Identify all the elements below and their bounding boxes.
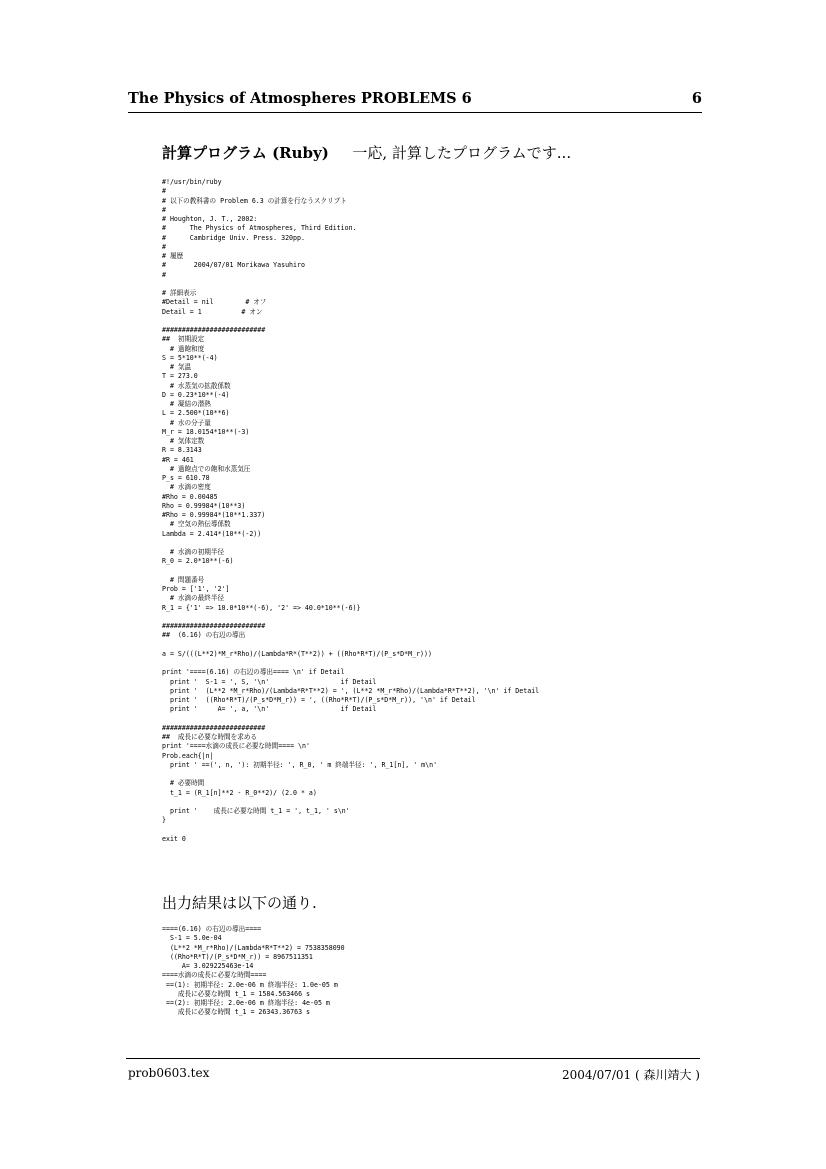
code-line: R = 8.3143 (162, 446, 202, 455)
output-line: (L**2 *M_r*Rho)/(Lambda*R*T**2) = 7538358090 (162, 943, 345, 952)
output-heading-text: 出力結果は以下の通り. (162, 894, 317, 912)
output-line: ====(6.16) の右辺の導出==== (162, 925, 262, 933)
code-line: ########################## (162, 326, 266, 334)
code-line: print '====(6.16) の右辺の導出==== \n' if Detail (162, 668, 345, 677)
code-line: # (162, 187, 166, 196)
code-line: a = S/(((L**2)*M_r*Rho)/(Lambda*R*(T**2)) + ((Rho*R*T)/(P_s*D*M_r))) (162, 649, 432, 658)
code-line (162, 317, 539, 326)
code-line: # 凝結の潜熱 (162, 400, 211, 408)
code-line: # 水蒸気の拡散係数 (162, 381, 231, 390)
code-line (162, 613, 539, 622)
code-line (162, 770, 539, 779)
ruby-code-block (162, 178, 539, 844)
code-line (162, 539, 539, 548)
code-line (162, 567, 539, 576)
code-line: print ' ==(', n, '): 初期半径: ', R_0, ' m 終端半径: ', R_1[n], ' m\n' (162, 760, 438, 769)
code-line: ## (6.16) の右辺の導出 (162, 631, 246, 640)
code-line (162, 715, 539, 724)
code-line: # 問題番号 (162, 575, 205, 584)
code-line: # 過飽点での飽和水蒸気圧 (162, 464, 251, 473)
code-line: ########################## (162, 723, 266, 732)
code-line: S = 5*10**(-4) (162, 353, 218, 362)
footer-date-author: 2004/07/01 ( 森川靖大 ) (562, 1068, 700, 1082)
code-line: # 気体定数 (162, 437, 205, 445)
code-line: Detail = 1 # オン (162, 307, 263, 316)
code-line: # 必要時間 (162, 779, 205, 788)
page-header (128, 90, 702, 113)
code-line: # 水滴の最終半径 (162, 594, 225, 603)
code-line: ## 成長に必要な時間を求める (162, 733, 258, 741)
code-line: # 水滴の密度 (162, 483, 211, 492)
footer-filename: prob0603.tex (128, 1066, 210, 1080)
output-line: ==(1): 初期半径: 2.0e-06 m 終端半径: 1.0e-05 m (162, 980, 338, 989)
code-line: #R = 461 (162, 455, 194, 464)
output-line: S-1 = 5.0e-04 (162, 934, 222, 943)
program-heading-note: 一応, 計算したプログラムです... (352, 144, 572, 162)
code-line (162, 798, 539, 807)
code-line: # 気温 (162, 363, 192, 371)
code-line: Lambda = 2.414*(10**(-2)) (162, 529, 262, 538)
code-line: # Cambridge Univ. Press. 320pp. (162, 233, 305, 242)
code-line: L = 2.500*(10**6) (162, 409, 230, 418)
code-line: # (162, 270, 166, 279)
code-line: ########################## (162, 622, 266, 630)
output-line: ((Rho*R*T)/(P_s*D*M_r)) = 8967511351 (162, 952, 313, 961)
code-line (162, 826, 539, 835)
output-line: ==(2): 初期半径: 2.0e-06 m 終端半径: 4e-05 m (162, 999, 330, 1007)
code-line: #Detail = nil # オフ (162, 298, 267, 307)
code-line: print '====水滴の成長に必要な時間==== \n' (162, 742, 310, 751)
program-section-heading (162, 142, 571, 163)
code-line: print ' A= ', a, '\n' if Detail (162, 705, 377, 714)
output-line: 成長に必要な時間 t_1 = 1584.563466 s (162, 989, 311, 998)
code-line: exit 0 (162, 834, 186, 843)
output-section-heading (162, 892, 317, 913)
code-line: D = 0.23*10**(-4) (162, 390, 230, 399)
code-line: print ' (L**2 *M_r*Rho)/(Lambda*R*T**2) = ', (L**2 *M_r*Rho)/(Lambda*R*T**2), '\n' if Detail (162, 686, 540, 695)
code-line: # Houghton, J. T., 2002: (162, 215, 258, 223)
output-line: A= 3.029225463e-14 (162, 962, 254, 970)
code-line: # 履歴 (162, 252, 184, 260)
code-line (162, 641, 539, 650)
code-line (162, 280, 539, 289)
code-line: print ' ((Rho*R*T)/(P_s*D*M_r)) = ', ((Rho*R*T)/(P_s*D*M_r)), '\n' if Detail (162, 696, 476, 704)
code-line: R_1 = {'1' => 10.0*10**(-6), '2' => 40.0*10**(-6)} (162, 603, 361, 612)
code-line: P_s = 610.78 (162, 474, 210, 482)
code-line (162, 659, 539, 668)
code-line: # The Physics of Atmospheres, Third Edition. (162, 224, 357, 233)
code-line: ## 初期設定 (162, 335, 205, 344)
code-line: # 水の分子量 (162, 418, 211, 427)
header-title: The Physics of Atmospheres PROBLEMS 6 (128, 90, 472, 107)
code-line: t_1 = (R_1[n]**2 - R_0**2)/ (2.0 * a) (162, 788, 317, 797)
code-line: # 以下の教科書の Problem 6.3 の計算を行なうスクリプト (162, 196, 347, 205)
page-number: 6 (691, 90, 702, 107)
code-line: # 水滴の初期半径 (162, 548, 225, 556)
output-line: ====水滴の成長に必要な時間==== (162, 971, 267, 980)
code-line: # 過飽和度 (162, 344, 205, 353)
code-line: } (162, 816, 166, 825)
code-line: print ' 成長に必要な時間 t_1 = ', t_1, ' s\n' (162, 807, 350, 815)
code-line: T = 273.0 (162, 372, 198, 381)
output-block (162, 925, 345, 1018)
code-line: Prob.each{|n| (162, 751, 214, 760)
footer-rule (126, 1058, 700, 1059)
code-line: # (162, 242, 166, 251)
code-line: print ' S-1 = ', S, '\n' if Detail (162, 677, 377, 686)
code-line: Prob = ['1', '2'] (162, 585, 230, 593)
code-line: #Rho = 0.00485 (162, 492, 218, 501)
output-line: 成長に必要な時間 t_1 = 26343.36763 s (162, 1008, 311, 1017)
program-heading-title: 計算プログラム (Ruby) (162, 144, 329, 162)
code-line: #!/usr/bin/ruby (162, 178, 222, 186)
code-line: # 空気の熱伝導係数 (162, 520, 231, 529)
code-line: # 2004/07/01 Morikawa Yasuhiro (162, 261, 305, 270)
code-line: Rho = 0.99984*(10**3) (162, 501, 246, 510)
code-line: R_0 = 2.0*10**(-6) (162, 557, 234, 566)
code-line: # (162, 205, 166, 214)
code-line: # 詳細表示 (162, 289, 197, 297)
code-line: #Rho = 0.99984*(10**1.337) (162, 511, 266, 519)
code-line: M_r = 18.0154*10**(-3) (162, 427, 250, 436)
